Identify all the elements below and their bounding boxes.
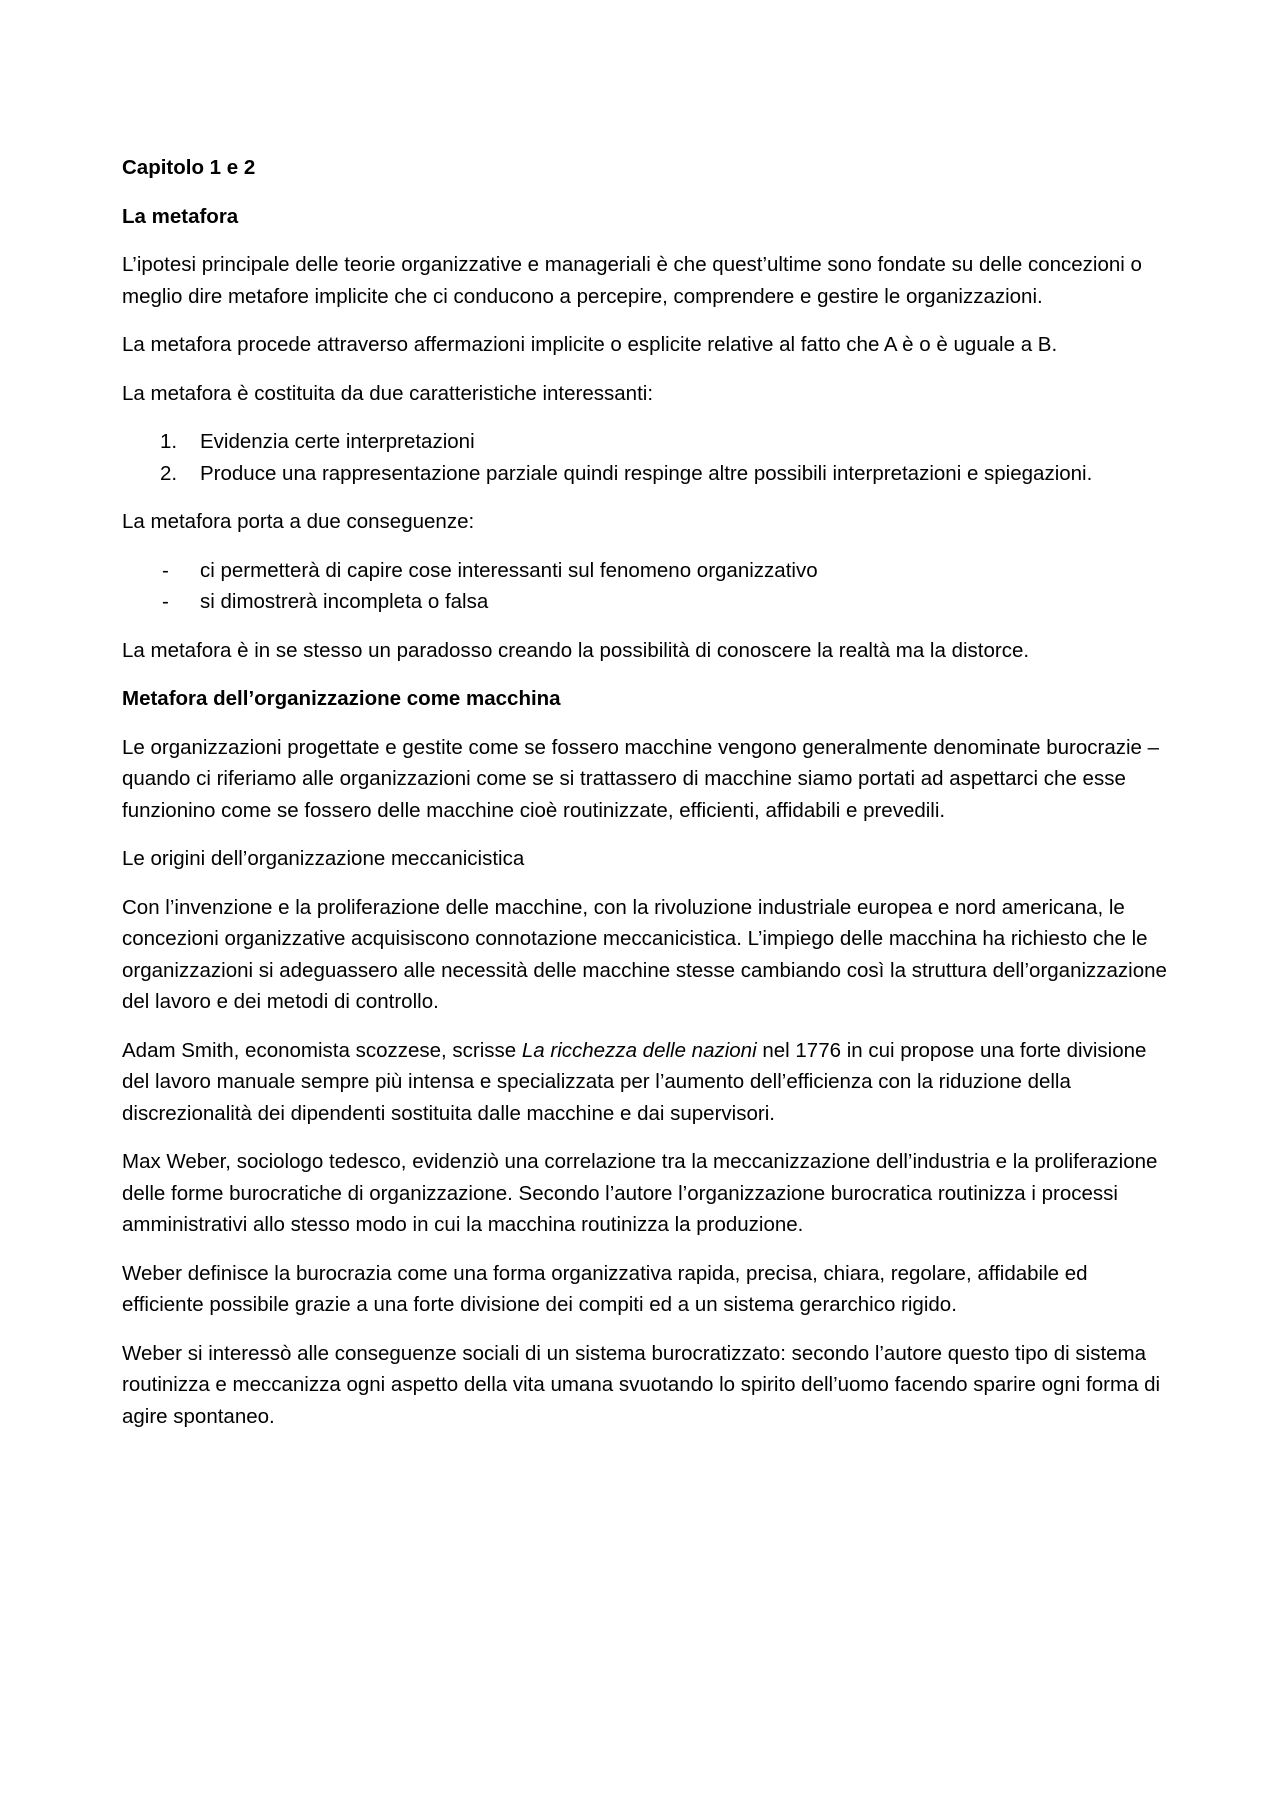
list-item: [122, 458, 1172, 490]
paragraph: Weber si interessò alle conseguenze sociali di un sistema burocratizzato: secondo l’autore questo tipo di sistema routinizza e meccanizza ogni aspetto della vita umana svuotando lo spirito dell’uomo facendo sparire ogni forma di agire spontaneo.: [122, 1341, 1161, 1428]
bullet-list: [122, 555, 1172, 618]
paragraph: [122, 1035, 1172, 1130]
paragraph: La metafora è in se stesso un paradosso creando la possibilità di conoscere la realtà ma la distorce.: [122, 638, 1030, 662]
list-item: [122, 555, 1172, 587]
list-marker: -: [162, 590, 169, 613]
paragraph: Max Weber, sociologo tedesco, evidenziò una correlazione tra la meccanizzazione dell’industria e la proliferazione delle forme burocratiche di organizzazione. Secondo l’autore l’organizzazione burocratica routinizza i processi amministrativi allo stesso modo in cui la macchina routinizza la produzione.: [122, 1150, 1158, 1236]
paragraph-text: nel 1776 in cui propose una forte divisione del lavoro manuale sempre più intensa e specializzata per l’aumento dell’efficienza con la riduzione della discrezionalità dei dipendenti sostituita dalle macchine e dai supervisori.: [122, 1038, 1147, 1125]
paragraph: Le organizzazioni progettate e gestite come se fossero macchine vengono generalmente denominate burocrazie – quando ci riferiamo alle organizzazioni come se si trattassero di macchine siamo portati ad aspettarci che esse funzionino come se fossero delle macchine cioè routinizzate, efficienti, affidabili e prevedili.: [122, 735, 1160, 822]
list-item: [122, 586, 1172, 618]
numbered-list: [122, 426, 1172, 489]
section-heading-metafora: La metafora: [122, 204, 239, 228]
paragraph-text: Adam Smith, economista scozzese, scrisse: [122, 1038, 522, 1062]
paragraph: Weber definisce la burocrazia come una forma organizzativa rapida, precisa, chiara, regolare, affidabile ed efficiente possibile grazie a una forte divisione dei compiti ed a un sistema gerarchico rigido.: [122, 1261, 1088, 1316]
list-item-text: Produce una rappresentazione parziale quindi respinge altre possibili interpretazioni e spiegazioni.: [200, 461, 1093, 485]
list-item-text: ci permetterà di capire cose interessanti sul fenomeno organizzativo: [200, 558, 818, 582]
paragraph: La metafora procede attraverso affermazioni implicite o esplicite relative al fatto che A è o è uguale a B.: [122, 333, 1058, 356]
document-page: [122, 152, 1172, 1449]
list-marker: 1.: [160, 430, 178, 453]
list-item: [122, 426, 1172, 458]
paragraph: L’ipotesi principale delle teorie organizzative e manageriali è che quest’ultime sono fondate su delle concezioni o meglio dire metafore implicite che ci conducono a percepire, comprendere e gestire le organizzazioni.: [122, 253, 1142, 308]
chapter-title: Capitolo 1 e 2: [122, 156, 256, 179]
paragraph: Con l’invenzione e la proliferazione delle macchine, con la rivoluzione industriale europea e nord americana, le concezioni organizzative acquisiscono connotazione meccanicistica. L’impiego delle macchina ha richiesto che le organizzazioni si adeguassero alle necessità delle macchine stesse cambiando così la struttura dell’organizzazione del lavoro e dei metodi di controllo.: [122, 895, 1167, 1013]
section-heading-macchina: Metafora dell’organizzazione come macchina: [122, 687, 561, 710]
list-item-text: Evidenzia certe interpretazioni: [200, 430, 475, 453]
list-marker: -: [162, 558, 169, 582]
subsection-title: Le origini dell’organizzazione meccanicistica: [122, 847, 525, 870]
paragraph: La metafora porta a due conseguenze:: [122, 510, 475, 533]
book-title: La ricchezza delle nazioni: [521, 1038, 757, 1062]
list-marker: 2.: [160, 461, 178, 485]
list-item-text: si dimostrerà incompleta o falsa: [200, 590, 489, 613]
paragraph: La metafora è costituita da due caratteristiche interessanti:: [122, 381, 654, 405]
